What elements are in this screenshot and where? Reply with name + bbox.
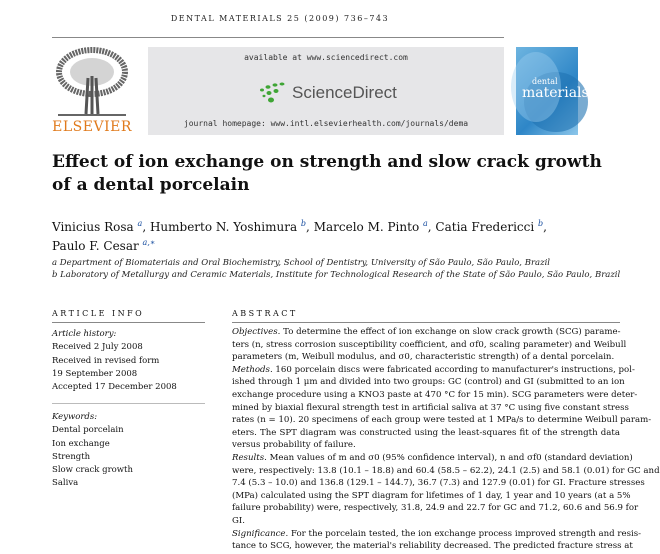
abstract-line: ished through 1 μm and divided into two groups: GC (control) and GI (submitted to an ion	[232, 377, 625, 388]
keywords-label: Keywords:	[52, 412, 98, 422]
author: Catia Fredericci	[435, 220, 535, 234]
author-list: Vinicius Rosa $^a$, Humberto N. Yoshimura $^b$, Marcelo M. Pinto $^a$, Catia Fredericci $^b$, Paulo F. Cesar $^{a,∗}$	[52, 219, 547, 253]
available-at[interactable]: available at www.sciencedirect.com	[244, 53, 408, 62]
abstract-line: exchange procedure using a KNO3 paste at 470 °C for 15 min). SCG parameters were deter-	[232, 390, 638, 400]
article-title: Effect of ion exchange on strength and slow crack growth of a dental porcelain	[52, 152, 602, 195]
article-history	[52, 328, 177, 394]
history-item: Received 2 July 2008	[52, 342, 143, 353]
abstract-line: versus probability of failure.	[232, 440, 356, 451]
abstract-line: rates (n = 10). 20 specimens of each group were tested at 1 MPa/s to determine Weibull param-	[232, 415, 652, 426]
keyword: Dental porcelain	[52, 425, 124, 436]
divider	[52, 403, 205, 404]
keyword: Saliva	[52, 478, 79, 489]
abstract-line: tance to SCG, however, the material's reliability decreased. The predicted fracture stress at	[232, 541, 633, 552]
abstract-line: mined by biaxial flexural strength test in artificial saliva at 37 °C using five constant stress	[232, 402, 629, 413]
abstract-line: (MPa) calculated using the SPT diagram for lifetimes of 1 day, 1 year and 10 years (at a 5%	[232, 490, 631, 501]
keywords	[52, 411, 133, 491]
sciencedirect-dots-icon	[258, 82, 288, 104]
abstract-line: Objectives. To determine the effect of ion exchange on slow crack growth (SCG) parame-	[232, 327, 621, 337]
affiliation: b Laboratory of Metallurgy and Ceramic Materials, Institute for Technological Research of the State of São Paulo, São Paulo, Brazil	[52, 270, 621, 280]
sciencedirect-logo	[258, 82, 397, 104]
author-affiliation-mark[interactable]: a	[423, 219, 428, 228]
sciencedirect-banner	[148, 47, 504, 135]
journal-cover	[516, 47, 589, 135]
abstract-line: Methods. 160 porcelain discs were fabricated according to manufacturer's instructions, pol-	[232, 364, 635, 375]
abstract-line: failure probability) were, respectively, 31.8, 24.9 and 22.7 for GC and 71.2, 60.6 and 56.9 for	[232, 503, 639, 514]
article-info-heading: ARTICLE INFO	[52, 309, 145, 318]
abstract-line: Significance. For the porcelain tested, the ion exchange process improved strength and resis-	[232, 528, 642, 539]
divider	[52, 322, 205, 323]
elsevier-logo	[52, 46, 132, 136]
keyword: Slow crack growth	[52, 465, 133, 476]
author: Marcelo M. Pinto	[313, 220, 420, 234]
abstract-line: GI.	[232, 516, 245, 526]
elsevier-wordmark: ELSEVIER	[52, 119, 132, 135]
abstract-line: parameters (m, Weibull modulus, and σ0, characteristic strength) of a dental porcelain.	[232, 352, 615, 363]
affiliation: a Department of Biomateriais and Oral Biochemistry, School of Dentistry, University of São Paulo, São Paulo, Brazil	[52, 258, 551, 268]
author-affiliation-mark[interactable]: b	[538, 219, 544, 228]
cover-title-dental: dental	[532, 77, 558, 86]
keyword: Ion exchange	[52, 438, 110, 449]
divider	[232, 322, 620, 323]
author-affiliation-mark[interactable]: a	[137, 219, 143, 228]
running-head: DENTAL MATERIALS 25 (2009) 736–743	[170, 14, 390, 23]
history-item: Received in revised form	[52, 355, 160, 366]
history-item: 19 September 2008	[52, 368, 138, 379]
author: Paulo F. Cesar	[52, 239, 139, 253]
tree-icon	[56, 48, 128, 118]
abstract-line: Results. Mean values of m and σ0 (95% confidence interval), n and σf0 (standard deviation)	[232, 453, 633, 463]
sciencedirect-wordmark: ScienceDirect	[292, 82, 397, 102]
history-item: Accepted 17 December 2008	[52, 382, 177, 393]
cover-title-materials: materials	[522, 85, 589, 101]
abstract-line: were, respectively: 13.8 (10.1 – 18.8) and 60.4 (58.5 – 62.2), 24.1 (2.5) and 58.1 (0.01) for GC and	[232, 465, 660, 476]
abstract-line: ters (n, stress corrosion susceptibility coefficient, and σf0, scaling parameter) and Weibull	[232, 339, 627, 350]
author-affiliation-mark[interactable]: a,∗	[142, 238, 156, 247]
abstract-line: eters. The SPT diagram was constructed using the least-squares fit of the strength data	[232, 427, 620, 438]
author: Vinicius Rosa	[52, 220, 134, 234]
journal-homepage[interactable]: journal homepage: www.intl.elsevierhealth.com/journals/dema	[183, 119, 469, 128]
keyword: Strength	[52, 451, 91, 462]
header-rule	[52, 37, 504, 38]
author: Humberto N. Yoshimura	[149, 220, 298, 234]
author-affiliation-mark[interactable]: b	[300, 219, 307, 228]
abstract-line: 7.4 (5.3 – 10.0) and 136.8 (129.1 – 144.7), 36.7 (7.3) and 127.9 (0.01) for GI. Fracture stresses	[232, 478, 645, 489]
history-label: Article history:	[52, 329, 117, 339]
abstract-heading: ABSTRACT	[232, 309, 298, 318]
